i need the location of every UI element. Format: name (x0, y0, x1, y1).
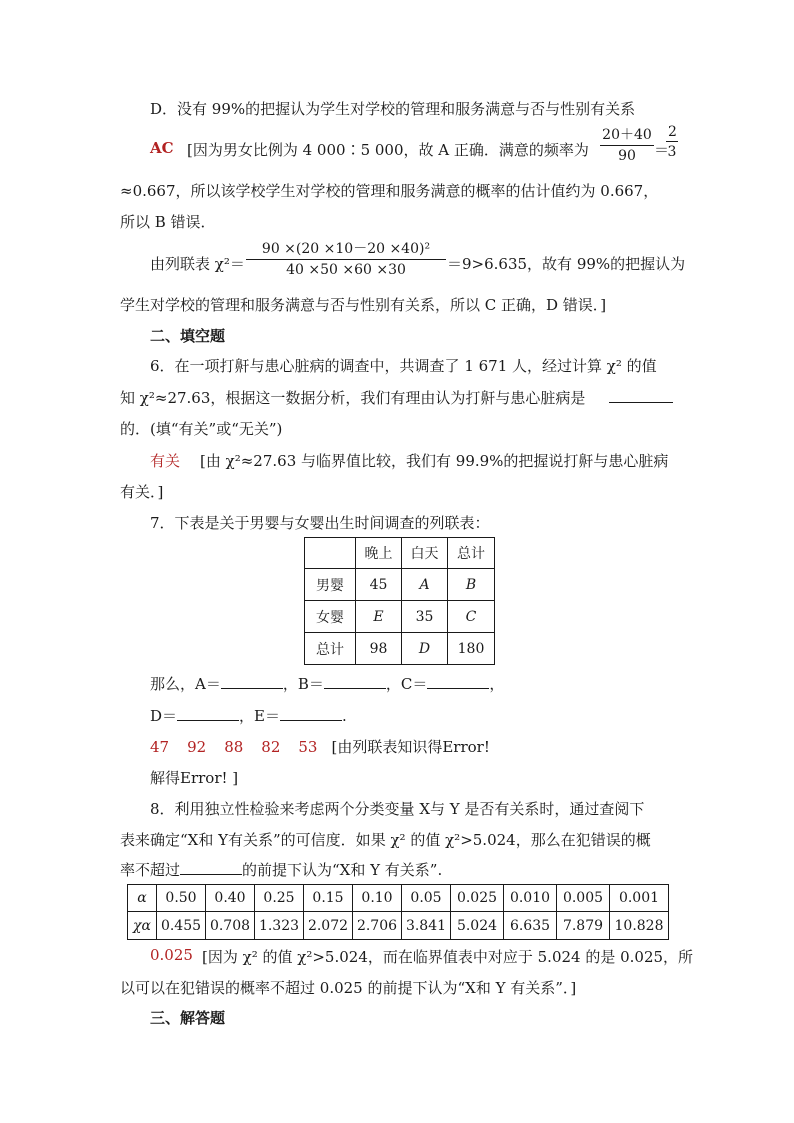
option-d: D．没有 99%的把握认为学生对学校的管理和服务满意与否与性别有关系 (150, 100, 636, 118)
table-cell: 0.05 (402, 885, 451, 912)
table-cell: 10.828 (610, 912, 669, 940)
question-8-line2: 表来确定“X和 Y有关系”的可信度．如果 χ² 的值 χ²>5.024，那么在犯错误的概 (120, 831, 651, 849)
fill-label: ，E＝ (239, 707, 280, 725)
explanation-q8-line2: 以可以在犯错误的概率不超过 0.025 的前提下认为“X和 Y 有关系”．] (120, 979, 577, 997)
table-cell: 0.708 (206, 912, 255, 940)
fill-label: ，B＝ (282, 675, 324, 693)
explanation-q5-line2: ≈0.667，所以该学校学生对学校的管理和服务满意的概率的估计值约为 0.667， (120, 182, 659, 200)
table-cell: 2.072 (304, 912, 353, 940)
table-row-label: α (128, 885, 157, 912)
fraction-denominator: 40 ×50 ×60 ×30 (286, 262, 406, 278)
table-row-label: 女婴 (305, 601, 356, 633)
table-header-cell (305, 538, 356, 569)
fill-label: ，C＝ (385, 675, 428, 693)
fill-label: 率不超过 (120, 861, 181, 879)
answer-value: 82 (261, 738, 281, 756)
explanation-q6-line1: [由 χ²≈27.63 与临界值比较，我们有 99.9%的把握说打鼾与患心脏病 (200, 452, 669, 470)
table-cell: E (356, 601, 402, 633)
table-cell: 98 (356, 633, 402, 665)
fill-line-1 (150, 673, 504, 694)
answer-blank (221, 674, 283, 689)
answer-blank (609, 388, 673, 403)
fill-label: 的前提下认为“X和 Y 有关系”. (242, 861, 443, 879)
table-cell: 2.706 (353, 912, 402, 940)
explanation-q6-line2: 有关．] (120, 483, 164, 501)
fill-label: . (341, 707, 347, 725)
table-cell: 0.10 (353, 885, 402, 912)
question-7-line1: 7．下表是关于男婴与女婴出生时间调查的列联表： (150, 514, 490, 532)
table-cell: 0.025 (451, 885, 504, 912)
fraction-denominator: 3 (667, 144, 677, 160)
answer-q7-line (150, 736, 490, 757)
table-cell: 3.841 (402, 912, 451, 940)
table-cell: 7.879 (557, 912, 610, 940)
table-row-label: 男婴 (305, 569, 356, 601)
table-row-label: χα (128, 912, 157, 940)
table-cell: 45 (356, 569, 402, 601)
answer-q6: 有关 (150, 452, 181, 470)
question-6-line3: 的．(填“有关”或“无关”) (120, 420, 283, 438)
table-header-cell: 晚上 (356, 538, 402, 569)
contingency-table (304, 537, 495, 665)
chi-square-result: ＝9>6.635，故有 99%的把握认为 (447, 255, 686, 273)
chi-square-fraction (246, 238, 446, 278)
fraction-denominator: 90 (618, 148, 636, 164)
table-cell: 0.455 (157, 912, 206, 940)
table-cell: 0.010 (504, 885, 557, 912)
answer-q5: AC (150, 139, 174, 157)
table-cell: 5.024 (451, 912, 504, 940)
question-8-line3 (120, 859, 442, 880)
fill-label: 那么，A＝ (150, 675, 221, 693)
fraction-two-thirds (666, 124, 678, 160)
question-6-line2: 知 χ²≈27.63，根据这一数据分析，我们有理由认为打鼾与患心脏病是 (120, 389, 586, 407)
answer-q8: 0.025 (150, 946, 193, 964)
table-cell: 1.323 (255, 912, 304, 940)
table-header-cell: 白天 (402, 538, 448, 569)
answer-value: 47 (150, 738, 170, 756)
answer-blank (280, 706, 342, 721)
answer-blank (180, 860, 242, 875)
answer-value: 88 (224, 738, 244, 756)
equals-sign: ＝ (654, 141, 670, 159)
fraction-numerator: 2 (668, 124, 677, 140)
explanation-q8-line1: [因为 χ² 的值 χ²>5.024，而在临界值表中对应于 5.024 的是 0.025，所 (202, 948, 694, 966)
table-cell: C (448, 601, 495, 633)
table-cell: 0.005 (557, 885, 610, 912)
explanation-q7-line1: [由列联表知识得Error! (331, 738, 490, 756)
explanation-q5-line5: 学生对学校的管理和服务满意与否与性别有关系，所以 C 正确，D 错误．] (120, 296, 607, 314)
explanation-q5-line3: 所以 B 错误． (120, 213, 216, 231)
table-header-cell: 总计 (448, 538, 495, 569)
critical-value-table (127, 884, 669, 940)
table-cell: 0.40 (206, 885, 255, 912)
answer-value: 92 (187, 738, 207, 756)
table-cell: 0.50 (157, 885, 206, 912)
table-cell: 6.635 (504, 912, 557, 940)
table-cell: 180 (448, 633, 495, 665)
fill-label: ， (489, 675, 505, 693)
table-cell: 0.001 (610, 885, 669, 912)
explanation-q5-line1: [因为男女比例为 4 000∶5 000，故 A 正确．满意的频率为 (187, 141, 589, 159)
section-heading: 二、填空题 (150, 327, 226, 345)
question-8-line1: 8．利用独立性检验来考虑两个分类变量 X与 Y 是否有关系时，通过查阅下 (150, 800, 645, 818)
table-cell: 35 (402, 601, 448, 633)
table-cell: 0.25 (255, 885, 304, 912)
fraction-numerator: 20＋40 (600, 124, 654, 146)
answer-blank (177, 706, 239, 721)
table-cell: 0.15 (304, 885, 353, 912)
section-heading: 三、解答题 (150, 1009, 226, 1027)
question-6-line1: 6．在一项打鼾与患心脏病的调查中，共调查了 1 671 人，经过计算 χ² 的值 (150, 357, 657, 375)
table-row-label: 总计 (305, 633, 356, 665)
chi-square-lead: 由列联表 χ²＝ (150, 255, 245, 273)
answer-blank (427, 674, 489, 689)
table-cell: A (402, 569, 448, 601)
explanation-q7-line2: 解得Error! ] (150, 769, 239, 787)
fill-label: D＝ (150, 707, 178, 725)
fraction-numerator: 90 ×(20 ×10－20 ×40)² (246, 238, 446, 260)
table-cell: B (448, 569, 495, 601)
fill-line-2 (150, 705, 347, 726)
answer-value: 53 (298, 738, 318, 756)
table-cell: D (402, 633, 448, 665)
answer-blank (324, 674, 386, 689)
fraction-frequency (600, 124, 654, 164)
